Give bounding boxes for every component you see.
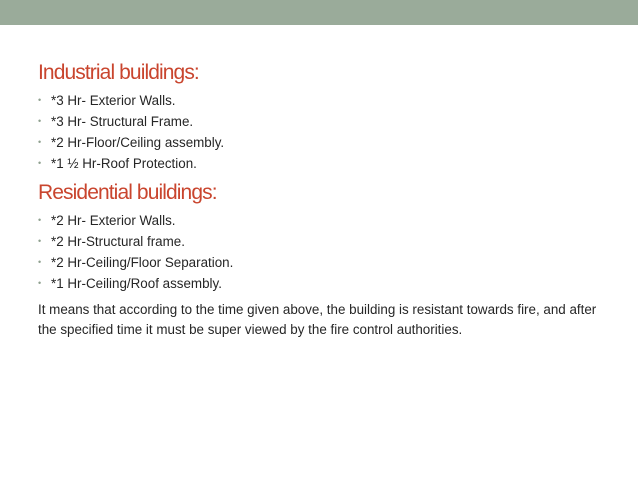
bullet-icon: •: [38, 236, 42, 246]
bullet-icon: •: [38, 257, 42, 267]
residential-list: [38, 210, 608, 294]
list-item-text: *3 Hr- Exterior Walls.: [51, 93, 176, 108]
list-item-text: *2 Hr-Ceiling/Floor Separation.: [51, 255, 234, 270]
bullet-icon: •: [38, 278, 42, 288]
list-item: [38, 111, 608, 132]
list-item-text: *1 Hr-Ceiling/Roof assembly.: [51, 276, 222, 291]
bullet-icon: •: [38, 95, 42, 105]
list-item-text: *2 Hr-Floor/Ceiling assembly.: [51, 135, 225, 150]
list-item: [38, 252, 608, 273]
residential-heading: Residential buildings:: [38, 181, 217, 204]
list-item: [38, 132, 608, 153]
list-item-text: *3 Hr- Structural Frame.: [51, 114, 194, 129]
bullet-icon: •: [38, 158, 42, 168]
list-item: [38, 210, 608, 231]
list-item: [38, 90, 608, 111]
bullet-icon: •: [38, 116, 42, 126]
slide-top-bar: [0, 0, 638, 25]
list-item-text: *2 Hr-Structural frame.: [51, 234, 185, 249]
list-item: [38, 153, 608, 174]
list-item-text: *2 Hr- Exterior Walls.: [51, 213, 176, 228]
slide-content: [38, 60, 608, 340]
summary-paragraph: It means that according to the time given above, the building is resistant towards fire, and after the specified time it must be super viewed by the fire control authorities.: [38, 302, 597, 337]
list-item: [38, 273, 608, 294]
bullet-icon: •: [38, 215, 42, 225]
industrial-list: [38, 90, 608, 174]
list-item-text: *1 ½ Hr-Roof Protection.: [51, 156, 197, 171]
bullet-icon: •: [38, 137, 42, 147]
list-item: [38, 231, 608, 252]
industrial-heading: Industrial buildings:: [38, 61, 199, 84]
